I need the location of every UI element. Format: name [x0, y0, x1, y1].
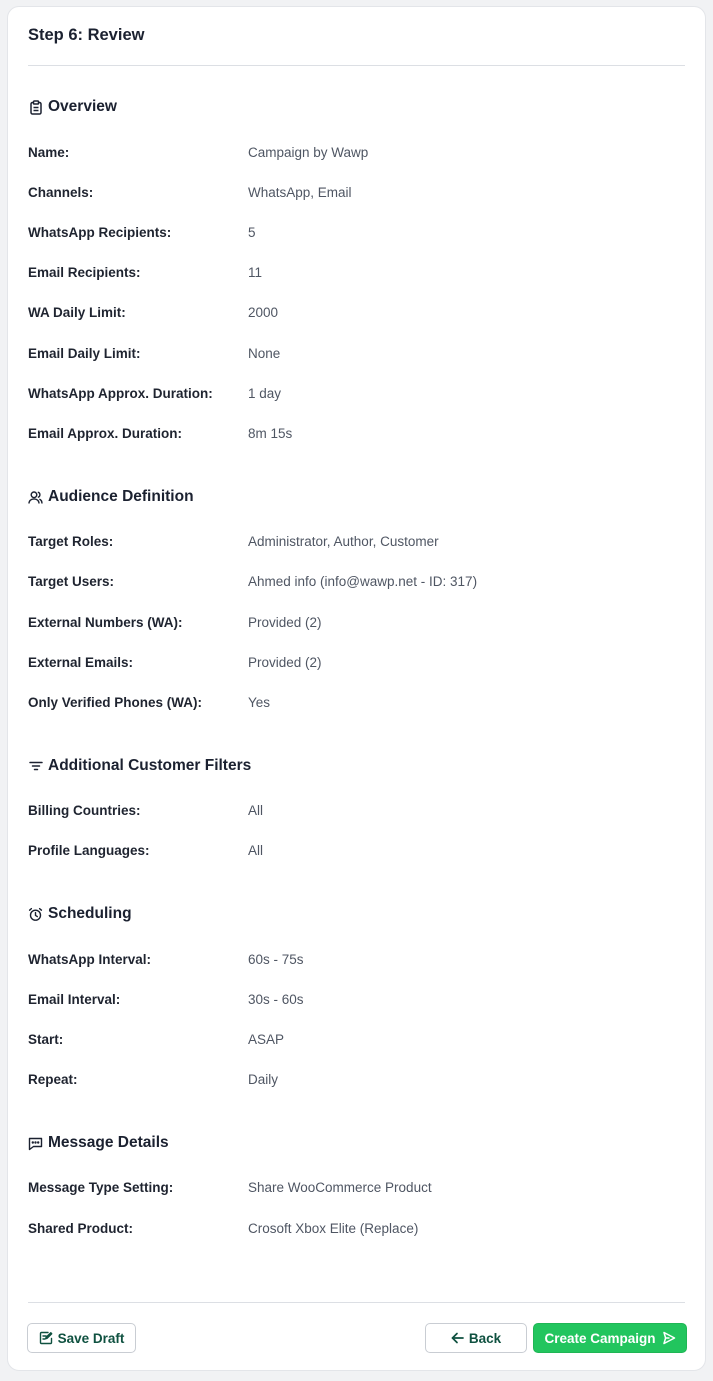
review-card — [7, 6, 706, 1371]
row-value: Provided (2) — [248, 654, 322, 670]
row-value: WhatsApp, Email — [248, 184, 352, 200]
scheduling-row-email-interval — [28, 989, 685, 1009]
row-value: 2000 — [248, 304, 279, 320]
page-title: Step 6: Review — [28, 26, 145, 44]
overview-row-wa-daily-limit — [28, 302, 685, 322]
section-message-heading — [28, 1134, 169, 1152]
row-value: All — [248, 802, 264, 818]
header-divider — [28, 65, 685, 66]
section-scheduling-title: Scheduling — [48, 905, 132, 922]
row-value: 8m 15s — [248, 425, 293, 441]
users-icon — [28, 490, 43, 505]
back-label: Back — [468, 1330, 502, 1346]
row-label: Email Interval: — [28, 991, 121, 1007]
row-value: All — [248, 842, 264, 858]
row-label: WhatsApp Interval: — [28, 951, 152, 967]
row-value: 60s - 75s — [248, 951, 304, 967]
row-value: Campaign by Wawp — [248, 144, 369, 160]
back-button[interactable] — [425, 1323, 527, 1353]
row-value: ASAP — [248, 1031, 285, 1047]
message-row-shared-product — [28, 1218, 685, 1238]
section-filters-title: Additional Customer Filters — [48, 757, 252, 774]
overview-row-email-duration — [28, 423, 685, 443]
row-value: 1 day — [248, 385, 282, 401]
section-overview-heading — [28, 98, 117, 116]
row-value: Crosoft Xbox Elite (Replace) — [248, 1220, 419, 1236]
edit-note-icon — [39, 1331, 53, 1345]
row-label: Email Recipients: — [28, 264, 141, 280]
row-value: Provided (2) — [248, 614, 322, 630]
filters-row-billing-countries — [28, 800, 685, 820]
row-value: 5 — [248, 224, 256, 240]
row-label: Email Daily Limit: — [28, 345, 141, 361]
message-row-type-setting — [28, 1177, 685, 1197]
row-value: Administrator, Author, Customer — [248, 533, 439, 549]
create-campaign-button[interactable] — [533, 1323, 687, 1353]
overview-row-name — [28, 142, 685, 162]
row-label: Start: — [28, 1031, 64, 1047]
row-label: Only Verified Phones (WA): — [28, 694, 203, 710]
section-message-title: Message Details — [48, 1134, 169, 1151]
row-value: 11 — [248, 264, 263, 280]
row-label: Target Users: — [28, 573, 115, 589]
scheduling-row-start — [28, 1029, 685, 1049]
audience-row-target-roles — [28, 531, 685, 551]
row-label: Name: — [28, 144, 70, 160]
row-label: Channels: — [28, 184, 94, 200]
message-square-icon — [28, 1136, 43, 1151]
scheduling-row-repeat — [28, 1069, 685, 1089]
overview-row-email-recipients — [28, 262, 685, 282]
audience-row-external-emails — [28, 652, 685, 672]
overview-row-wa-recipients — [28, 222, 685, 242]
row-label: Message Type Setting: — [28, 1179, 174, 1195]
row-label: Target Roles: — [28, 533, 114, 549]
section-filters-heading — [28, 757, 251, 775]
row-label: External Numbers (WA): — [28, 614, 183, 630]
row-label: Repeat: — [28, 1071, 78, 1087]
filter-icon — [28, 759, 43, 774]
send-icon — [662, 1331, 676, 1345]
create-campaign-label: Create Campaign — [544, 1330, 656, 1346]
audience-row-verified-phones — [28, 692, 685, 712]
row-value: None — [248, 345, 281, 361]
row-value: Daily — [248, 1071, 279, 1087]
overview-row-channels — [28, 182, 685, 202]
filters-row-profile-languages — [28, 840, 685, 860]
section-audience-heading — [28, 488, 194, 506]
arrow-left-icon — [451, 1332, 464, 1344]
row-value: Yes — [248, 694, 271, 710]
row-label: External Emails: — [28, 654, 134, 670]
row-label: Profile Languages: — [28, 842, 150, 858]
section-scheduling-heading — [28, 905, 132, 923]
row-label: Email Approx. Duration: — [28, 425, 183, 441]
row-value: Ahmed info (info@wawp.net - ID: 317) — [248, 573, 478, 589]
row-value: Share WooCommerce Product — [248, 1179, 432, 1195]
row-label: WhatsApp Approx. Duration: — [28, 385, 213, 401]
save-draft-label: Save Draft — [57, 1330, 125, 1346]
audience-row-target-users — [28, 571, 685, 591]
alarm-clock-icon — [28, 907, 43, 922]
save-draft-button[interactable] — [27, 1323, 136, 1353]
clipboard-icon — [28, 100, 43, 115]
overview-row-email-daily-limit — [28, 343, 685, 363]
row-value: 30s - 60s — [248, 991, 304, 1007]
row-label: Billing Countries: — [28, 802, 141, 818]
scheduling-row-wa-interval — [28, 949, 685, 969]
row-label: Shared Product: — [28, 1220, 134, 1236]
row-label: WA Daily Limit: — [28, 304, 126, 320]
section-audience-title: Audience Definition — [48, 488, 194, 505]
overview-row-wa-duration — [28, 383, 685, 403]
row-label: WhatsApp Recipients: — [28, 224, 172, 240]
section-overview-title: Overview — [48, 98, 117, 115]
audience-row-external-numbers — [28, 612, 685, 632]
footer-divider — [28, 1302, 685, 1303]
